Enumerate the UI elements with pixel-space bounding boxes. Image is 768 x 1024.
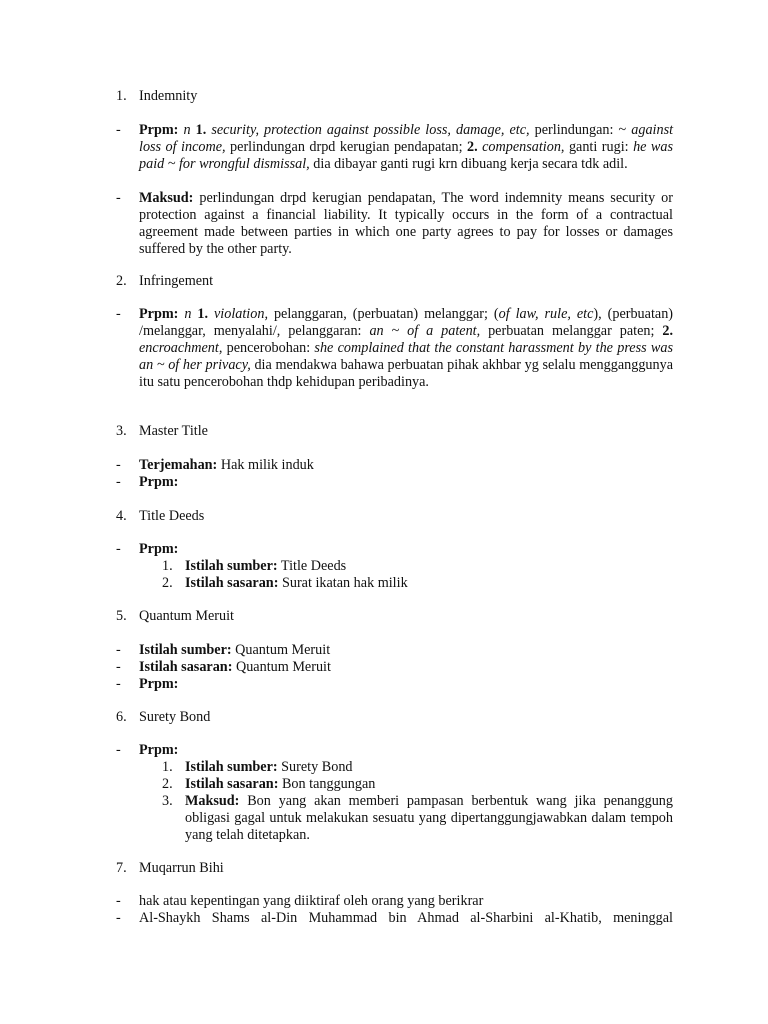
section-title: Infringement <box>139 273 214 289</box>
section-number: 4. <box>116 508 127 524</box>
text-segment: perlindungan drpd kerugian pendapatan; <box>225 139 467 155</box>
sub-item <box>185 793 673 844</box>
definition-item <box>139 642 673 659</box>
text-segment: Surety Bond <box>277 759 353 775</box>
item-label: Istilah sasaran: <box>185 776 279 792</box>
item-label: Istilah sumber: <box>185 759 278 775</box>
text-segment: she complained that the constant harassment by the press was an ~ of her privacy, <box>139 340 673 373</box>
section-number: 2. <box>116 273 127 289</box>
definition-item <box>139 659 673 676</box>
bullet-dash: - <box>116 122 121 138</box>
definition-item <box>139 474 673 491</box>
bullet-dash: - <box>116 910 121 926</box>
section-number: 6. <box>116 709 127 725</box>
item-label: Prpm: <box>139 742 179 758</box>
text-segment: Bon yang akan memberi pampasan berbentuk wang jika penanggung obligasi gagal untuk melakukan sesuatu yang dipertanggungjawabkan dalam tempoh yang telah ditetapkan. <box>185 793 673 843</box>
text-segment: of law, rule, etc <box>498 306 594 322</box>
text-segment: an ~ of a patent, <box>369 323 481 339</box>
text-segment: n <box>183 122 191 138</box>
text-segment: Al-Shaykh Shams al-Din Muhammad bin Ahmad al-Sharbini al-Khatib, meninggal <box>139 910 673 926</box>
text-segment: perlindungan drpd kerugian pendapatan, The word indemnity means security or protection against a financial liability. It typically occurs in the form of a contractual agreement made between parties in which one party agrees to pay for losses or damages suffered by the other party. <box>139 190 673 257</box>
sub-item-number: 1. <box>162 759 173 775</box>
text-segment: 1. <box>197 306 209 322</box>
item-label: Istilah sumber: <box>185 558 278 574</box>
bullet-dash: - <box>116 541 121 557</box>
text-segment: encroachment, <box>139 340 223 356</box>
bullet-dash: - <box>116 474 121 490</box>
bullet-dash: - <box>116 893 121 909</box>
bullet-dash: - <box>116 676 121 692</box>
section-number: 1. <box>116 88 127 104</box>
item-label: Prpm: <box>139 306 179 322</box>
text-segment: ), (perbuatan) /melanggar, menyalahi/, pelanggaran: <box>139 306 674 339</box>
definition-item <box>139 541 673 558</box>
definition-item <box>139 893 673 910</box>
text-segment: against loss of income, <box>139 122 674 155</box>
sub-item <box>185 558 673 575</box>
text-segment: Bon tanggungan <box>278 776 376 792</box>
item-label: Prpm: <box>139 122 179 138</box>
item-label: Maksud: <box>185 793 240 809</box>
section-title: Surety Bond <box>139 709 211 725</box>
text-segment: 1. <box>195 122 207 138</box>
sub-item-number: 2. <box>162 776 173 792</box>
bullet-dash: - <box>116 642 121 658</box>
text-segment: Quantum Meruit <box>232 659 331 675</box>
section-number: 5. <box>116 608 127 624</box>
bullet-dash: - <box>116 306 121 322</box>
text-segment: pencerobohan: <box>222 340 315 356</box>
text-segment: 2. <box>662 323 673 339</box>
item-label: Istilah sasaran: <box>185 575 279 591</box>
item-label: Istilah sumber: <box>139 642 232 658</box>
bullet-dash: - <box>116 457 121 473</box>
text-segment: he was paid ~ for wrongful dismissal, <box>139 139 674 172</box>
text-segment: ganti rugi: <box>564 139 634 155</box>
sub-item <box>185 575 673 592</box>
text-segment: Title Deeds <box>277 558 347 574</box>
sub-item <box>185 776 673 793</box>
section-number: 3. <box>116 423 127 439</box>
section-title: Title Deeds <box>139 508 205 524</box>
text-segment: perbuatan melanggar paten; <box>480 323 663 339</box>
item-label: Prpm: <box>139 676 179 692</box>
item-label: Terjemahan: <box>139 457 218 473</box>
sub-item-number: 2. <box>162 575 173 591</box>
text-segment: pelanggaran, (perbuatan) melanggar; ( <box>268 306 499 322</box>
section-title: Master Title <box>139 423 208 439</box>
section-number: 7. <box>116 860 127 876</box>
definition-item <box>139 676 673 693</box>
text-segment: dia mendakwa bahawa perbuatan pihak akhbar yg selalu mengganggunya itu satu pencerobohan thdp kehidupan peribadinya. <box>139 357 673 390</box>
text-segment: violation, <box>214 306 268 322</box>
text-segment: dia dibayar ganti rugi krn dibuang kerja secara tdk adil. <box>309 156 628 172</box>
sub-item <box>185 759 673 776</box>
sub-item-number: 3. <box>162 793 173 809</box>
sub-item-number: 1. <box>162 558 173 574</box>
definition-item <box>139 122 673 173</box>
bullet-dash: - <box>116 659 121 675</box>
text-segment: perlindungan: ~ <box>529 122 632 138</box>
definition-item <box>139 306 673 391</box>
section-title: Muqarrun Bihi <box>139 860 224 876</box>
item-label: Maksud: <box>139 190 194 206</box>
bullet-dash: - <box>116 742 121 758</box>
text-segment: Quantum Meruit <box>231 642 331 658</box>
item-label: Prpm: <box>139 541 179 557</box>
bullet-dash: - <box>116 190 121 206</box>
definition-item <box>139 742 673 759</box>
definition-item <box>139 910 673 927</box>
text-segment: 2. <box>466 139 478 155</box>
section-title: Indemnity <box>139 88 198 104</box>
text-segment: Surat ikatan hak milik <box>278 575 408 591</box>
text-segment: security, protection against possible loss, damage, etc, <box>211 122 530 138</box>
section-title: Quantum Meruit <box>139 608 234 624</box>
definition-item <box>139 190 673 258</box>
text-segment: compensation, <box>482 139 565 155</box>
item-label: Prpm: <box>139 474 179 490</box>
item-label: Istilah sasaran: <box>139 659 233 675</box>
text-segment: hak atau kepentingan yang diiktiraf oleh orang yang berikrar <box>139 893 484 909</box>
text-segment: n <box>184 306 192 322</box>
definition-item <box>139 457 673 474</box>
text-segment: Hak milik induk <box>217 457 314 473</box>
